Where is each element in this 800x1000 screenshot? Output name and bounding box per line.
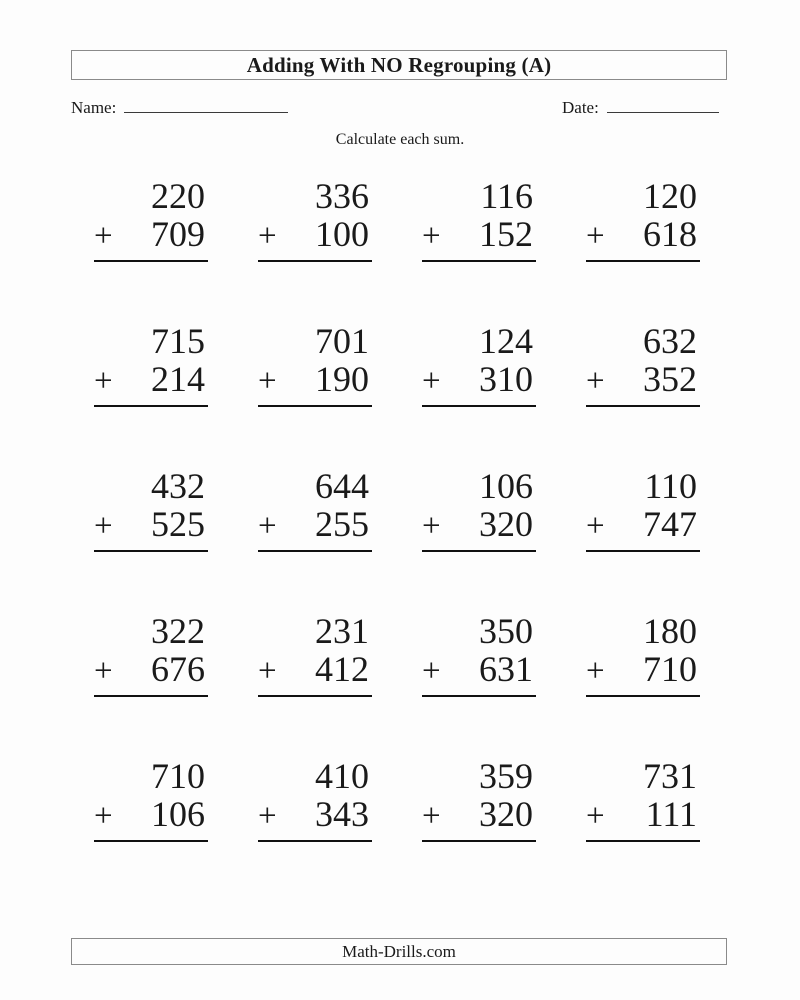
addend-top: 715 <box>151 321 205 361</box>
addition-problem <box>236 612 400 757</box>
problem-body <box>94 467 208 552</box>
date-label: Date: <box>562 98 599 117</box>
addition-problem <box>72 467 236 612</box>
problem-body <box>422 322 536 407</box>
plus-operator: + <box>586 653 605 689</box>
addend-bottom-row <box>94 215 208 262</box>
addend-bottom-row <box>586 360 700 407</box>
addend-bottom: 190 <box>315 359 369 399</box>
plus-operator: + <box>94 653 113 689</box>
addend-bottom: 152 <box>479 214 533 254</box>
addend-top: 432 <box>151 466 205 506</box>
problem-body <box>94 612 208 697</box>
addition-problem <box>400 177 564 322</box>
problem-body <box>586 322 700 407</box>
name-field-group <box>71 94 288 118</box>
plus-operator: + <box>94 363 113 399</box>
addition-problem <box>72 322 236 467</box>
problems-grid <box>72 177 728 902</box>
addend-bottom: 111 <box>645 794 697 834</box>
problem-body <box>258 612 372 697</box>
plus-operator: + <box>422 218 441 254</box>
addend-bottom: 710 <box>643 649 697 689</box>
page-title: Adding With NO Regrouping (A) <box>246 53 552 77</box>
addend-bottom-row <box>422 505 536 552</box>
addend-top: 410 <box>315 756 369 796</box>
plus-operator: + <box>422 798 441 834</box>
problem-body <box>258 177 372 262</box>
addend-bottom-row <box>94 795 208 842</box>
addend-top: 336 <box>315 176 369 216</box>
addition-problem <box>564 322 728 467</box>
problem-body <box>422 177 536 262</box>
addend-bottom: 320 <box>479 794 533 834</box>
problem-body <box>586 757 700 842</box>
problem-body <box>586 177 700 262</box>
plus-operator: + <box>586 218 605 254</box>
plus-operator: + <box>586 363 605 399</box>
addition-problem <box>72 612 236 757</box>
plus-operator: + <box>258 218 277 254</box>
addend-top: 644 <box>315 466 369 506</box>
addend-top: 120 <box>643 176 697 216</box>
plus-operator: + <box>94 508 113 544</box>
addend-bottom-row <box>258 650 372 697</box>
problem-body <box>94 177 208 262</box>
addend-top: 180 <box>643 611 697 651</box>
addition-problem <box>236 467 400 612</box>
name-writein-line <box>124 94 288 113</box>
plus-operator: + <box>422 363 441 399</box>
addend-bottom: 352 <box>643 359 697 399</box>
addend-top: 710 <box>151 756 205 796</box>
problem-body <box>94 322 208 407</box>
meta-row <box>71 94 727 120</box>
addend-bottom-row <box>258 215 372 262</box>
addend-bottom-row <box>422 650 536 697</box>
problem-body <box>94 757 208 842</box>
addend-top: 124 <box>479 321 533 361</box>
addend-bottom-row <box>422 215 536 262</box>
addend-bottom: 412 <box>315 649 369 689</box>
addend-top: 231 <box>315 611 369 651</box>
addend-top: 220 <box>151 176 205 216</box>
addition-problem <box>400 612 564 757</box>
addend-top: 701 <box>315 321 369 361</box>
addend-bottom: 106 <box>151 794 205 834</box>
addend-bottom: 631 <box>479 649 533 689</box>
addition-problem <box>400 757 564 902</box>
addition-problem <box>72 757 236 902</box>
date-writein-line <box>607 94 719 113</box>
footer-text: Math-Drills.com <box>342 942 456 961</box>
addend-bottom: 709 <box>151 214 205 254</box>
addend-bottom-row <box>422 360 536 407</box>
plus-operator: + <box>94 218 113 254</box>
addend-top: 350 <box>479 611 533 651</box>
addend-bottom-row <box>586 215 700 262</box>
addend-bottom: 100 <box>315 214 369 254</box>
addition-problem <box>400 322 564 467</box>
plus-operator: + <box>94 798 113 834</box>
addend-bottom-row <box>258 360 372 407</box>
addend-bottom: 255 <box>315 504 369 544</box>
addend-top: 110 <box>644 466 697 506</box>
problem-body <box>258 467 372 552</box>
addend-bottom: 343 <box>315 794 369 834</box>
problem-body <box>422 757 536 842</box>
plus-operator: + <box>258 653 277 689</box>
instruction-text: Calculate each sum. <box>335 131 465 148</box>
addend-bottom-row <box>586 505 700 552</box>
addend-top: 731 <box>643 756 697 796</box>
addend-top: 632 <box>643 321 697 361</box>
addition-problem <box>564 467 728 612</box>
addend-bottom: 525 <box>151 504 205 544</box>
addition-problem <box>72 177 236 322</box>
problem-body <box>422 467 536 552</box>
addend-bottom-row <box>94 650 208 697</box>
addend-bottom: 747 <box>643 504 697 544</box>
addend-bottom-row <box>586 650 700 697</box>
addition-problem <box>400 467 564 612</box>
plus-operator: + <box>586 508 605 544</box>
plus-operator: + <box>422 508 441 544</box>
addend-bottom-row <box>94 360 208 407</box>
addend-bottom: 320 <box>479 504 533 544</box>
problem-body <box>586 612 700 697</box>
addition-problem <box>236 322 400 467</box>
addend-top: 359 <box>479 756 533 796</box>
addition-problem <box>564 757 728 902</box>
problem-body <box>422 612 536 697</box>
title-box <box>71 50 727 80</box>
addend-bottom-row <box>258 795 372 842</box>
addend-bottom-row <box>422 795 536 842</box>
addend-top: 116 <box>480 176 533 216</box>
addition-problem <box>236 177 400 322</box>
addition-problem <box>564 612 728 757</box>
plus-operator: + <box>422 653 441 689</box>
addend-top: 106 <box>479 466 533 506</box>
addend-bottom: 618 <box>643 214 697 254</box>
name-label: Name: <box>71 98 117 117</box>
addend-bottom-row <box>258 505 372 552</box>
plus-operator: + <box>586 798 605 834</box>
addend-bottom-row <box>586 795 700 842</box>
date-field-group <box>562 94 719 118</box>
problem-body <box>258 322 372 407</box>
plus-operator: + <box>258 508 277 544</box>
addend-top: 322 <box>151 611 205 651</box>
addend-bottom: 214 <box>151 359 205 399</box>
plus-operator: + <box>258 363 277 399</box>
addend-bottom-row <box>94 505 208 552</box>
addend-bottom: 676 <box>151 649 205 689</box>
plus-operator: + <box>258 798 277 834</box>
footer-box <box>71 938 727 965</box>
addend-bottom: 310 <box>479 359 533 399</box>
problem-body <box>258 757 372 842</box>
problem-body <box>586 467 700 552</box>
addition-problem <box>564 177 728 322</box>
addition-problem <box>236 757 400 902</box>
